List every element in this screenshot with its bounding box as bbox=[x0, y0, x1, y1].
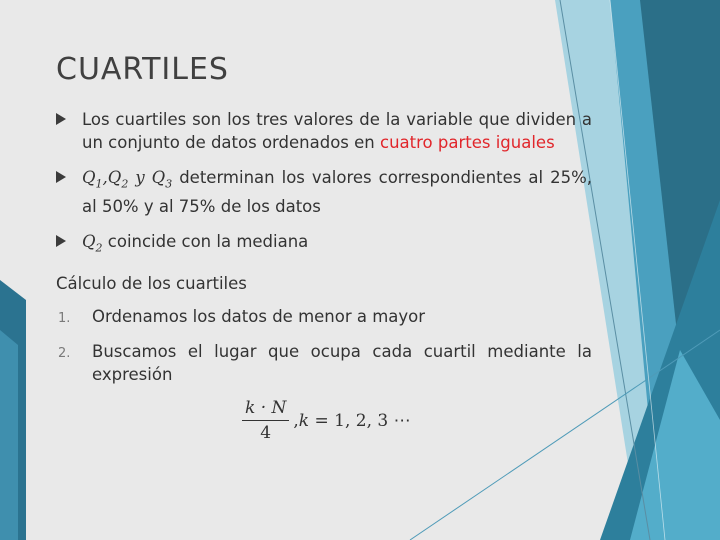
bullet-definition bbox=[56, 108, 592, 154]
slide-content bbox=[56, 108, 592, 398]
formula-fraction bbox=[242, 398, 289, 443]
bullet-arrow-icon bbox=[56, 113, 66, 125]
bullet-quartile-percentages bbox=[56, 166, 592, 218]
math-y: y bbox=[128, 168, 152, 187]
bullet-text: Los cuartiles son los tres valores de la variable que dividen a un conjunto de datos ordenados en bbox=[82, 110, 592, 152]
section-heading: Cálculo de los cuartiles bbox=[56, 273, 247, 293]
math-q1: $Q_1$ bbox=[82, 168, 103, 191]
formula-denominator: 4 bbox=[260, 423, 272, 443]
math-comma: , bbox=[102, 168, 108, 187]
bullet-arrow-icon bbox=[56, 235, 66, 247]
math-q3: $Q_3$ bbox=[151, 168, 173, 191]
step-item-1 bbox=[56, 305, 592, 328]
math-q2: $Q_2$ bbox=[107, 168, 129, 191]
bullet-text: determinan los valores correspondientes al 25%, al 50% y al 75% de los datos bbox=[82, 168, 593, 217]
step-item-2 bbox=[56, 340, 592, 386]
formula-numerator: k · N bbox=[242, 398, 289, 421]
bullet-text: coincide con la mediana bbox=[102, 232, 309, 252]
math-q2: $Q_2$ bbox=[82, 232, 103, 255]
deco-left-strip-light bbox=[0, 330, 18, 540]
step-text: Ordenamos los datos de menor a mayor bbox=[92, 306, 426, 326]
highlight-text: cuatro partes iguales bbox=[380, 133, 555, 152]
step-text: Buscamos el lugar que ocupa cada cuartil mediante la expresión bbox=[92, 341, 592, 384]
bullet-arrow-icon bbox=[56, 171, 66, 183]
step-number: 1. bbox=[58, 310, 71, 326]
slide-title: CUARTILES bbox=[56, 52, 229, 87]
formula-rest: ,k = 1, 2, 3 ⋯ bbox=[293, 410, 411, 431]
bullet-median bbox=[56, 230, 592, 259]
step-number: 2. bbox=[58, 345, 71, 361]
quartile-formula bbox=[242, 398, 411, 443]
